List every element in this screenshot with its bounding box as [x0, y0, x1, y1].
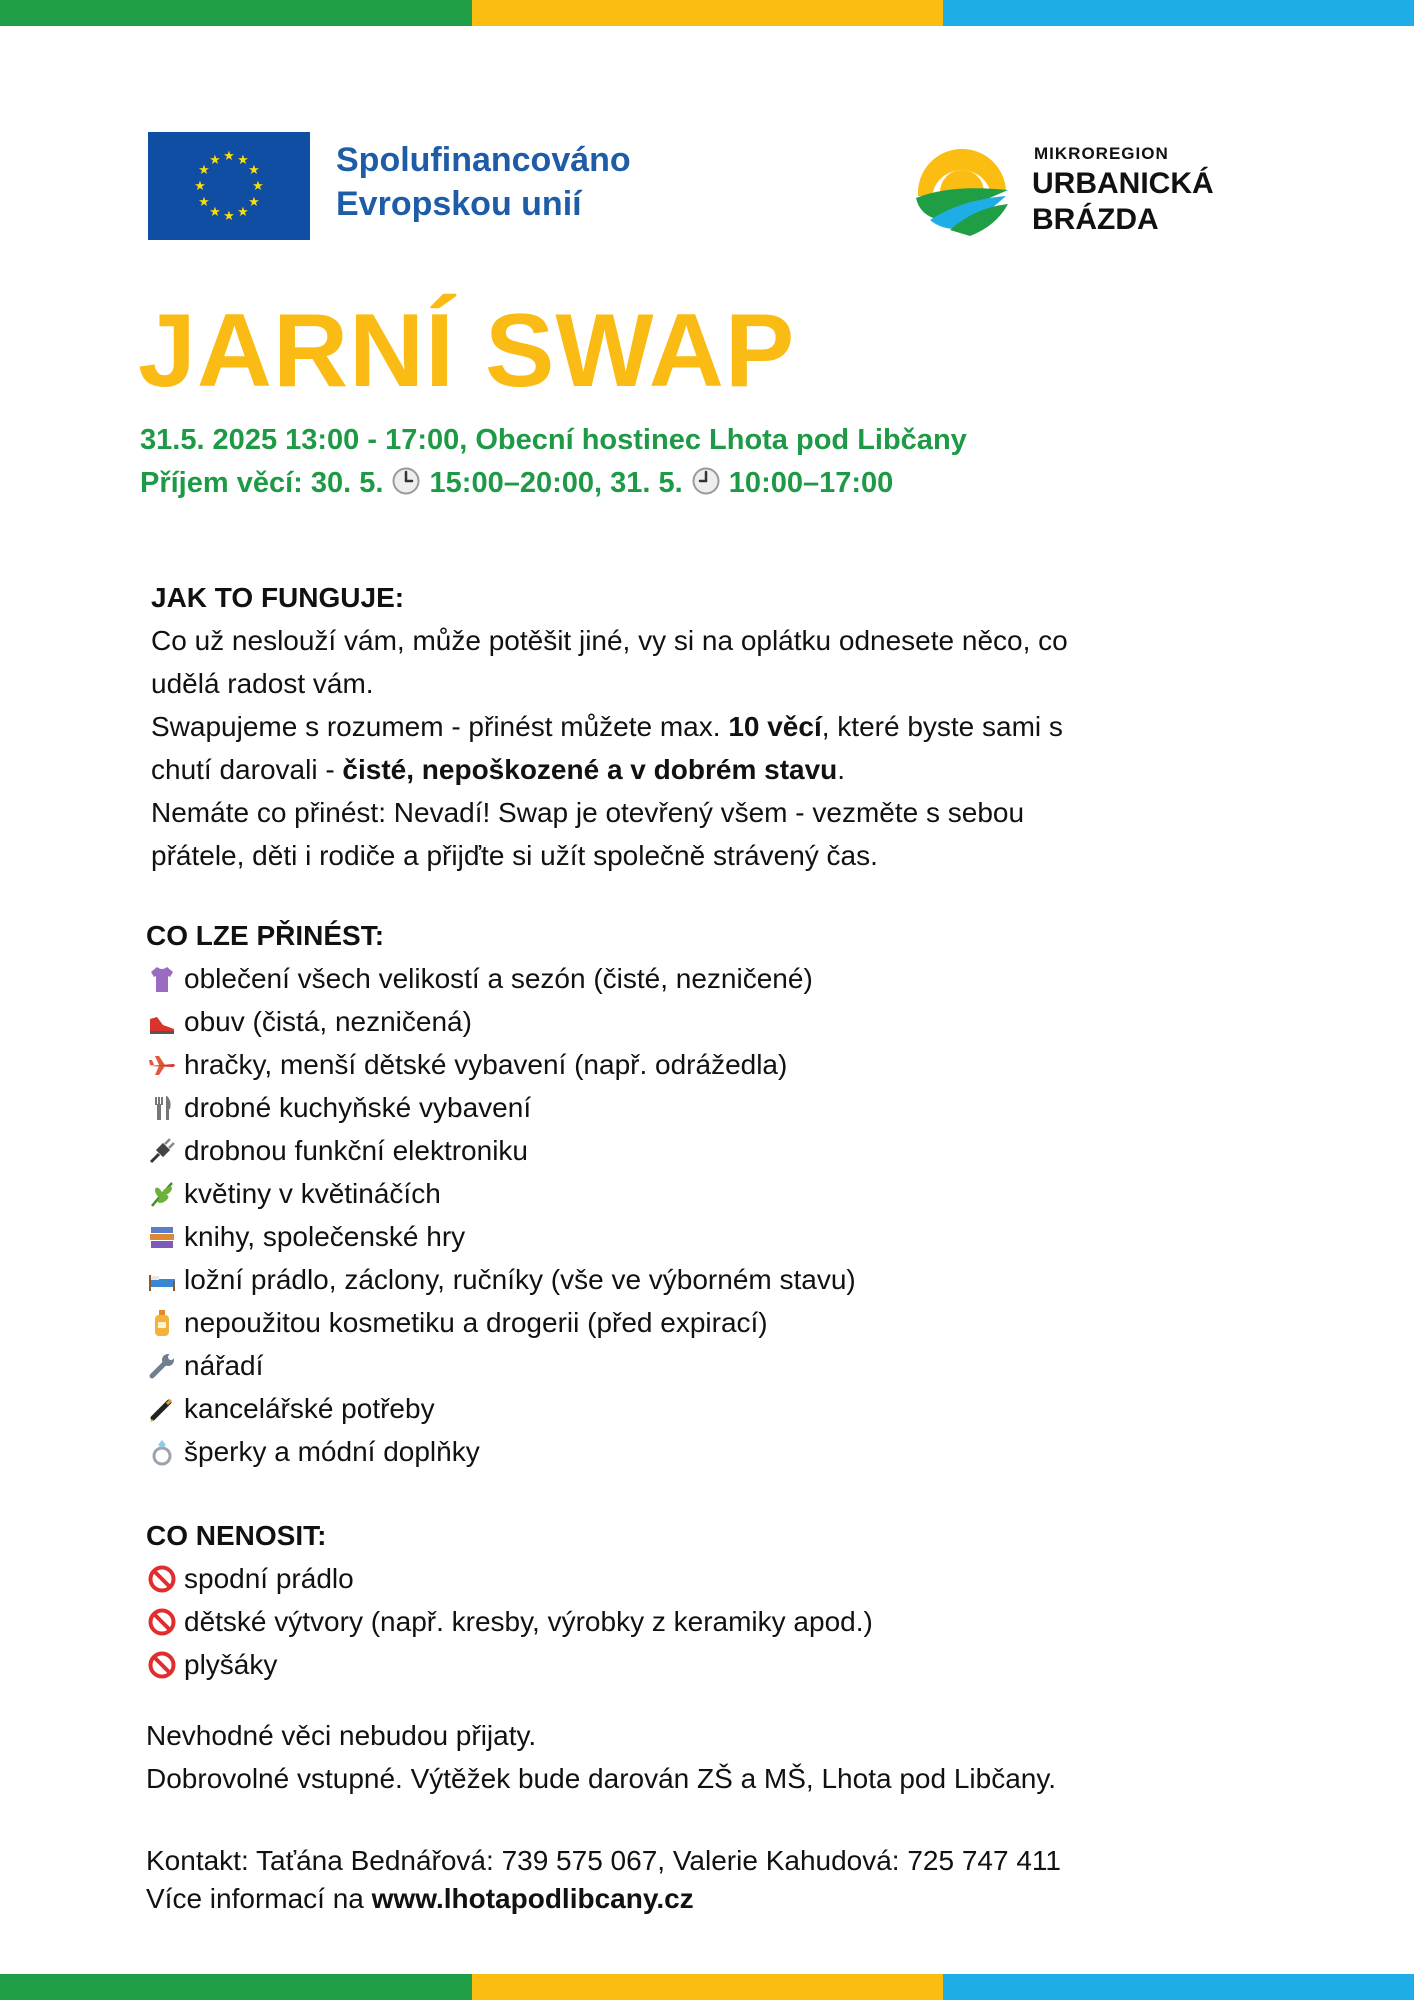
list-item [146, 1557, 1306, 1600]
toy-plane-icon [146, 1049, 178, 1081]
more-info-text: Více informací na [146, 1883, 372, 1914]
stripe-yellow [472, 0, 943, 26]
how-it-works-heading: JAK TO FUNGUJE: [151, 582, 405, 613]
what-to-bring-section [146, 914, 1306, 1473]
eu-text-line1: Spolufinancováno [336, 141, 631, 179]
top-color-stripe [0, 0, 1414, 26]
howto-p2-text: . [837, 754, 846, 785]
svg-text:★: ★ [209, 153, 221, 168]
pen-icon [146, 1393, 178, 1425]
microregion-small-label: MIKROREGION [1034, 144, 1169, 163]
list-item [146, 1387, 1306, 1430]
herb-icon [146, 1178, 178, 1210]
list-item-text: hračky, menší dětské vybavení (např. odrážedla) [184, 1049, 788, 1080]
stripe-blue [943, 1974, 1414, 2000]
intake-text-c: 10:00–17:00 [720, 467, 894, 499]
list-item [146, 1600, 1306, 1643]
howto-p3-line1: Nemáte co přinést: Nevadí! Swap je otevřený všem - vezměte s sebou [151, 797, 1025, 828]
list-item-text: plyšáky [184, 1649, 278, 1680]
clock-icon [391, 466, 421, 504]
shirt-icon [146, 963, 178, 995]
plug-icon [146, 1135, 178, 1167]
svg-text:★: ★ [237, 153, 249, 168]
ring-icon [146, 1436, 178, 1468]
notes-line2: Dobrovolné vstupné. Výtěžek bude darován ZŠ a MŠ, Lhota pod Libčany. [146, 1763, 1057, 1794]
event-intake-times [140, 466, 893, 504]
list-item-text: kancelářské potřeby [184, 1393, 435, 1424]
bed-icon [146, 1264, 178, 1296]
prohibited-icon [146, 1649, 178, 1681]
svg-text:★: ★ [198, 195, 210, 210]
page-title: JARNÍ SWAP [138, 293, 796, 409]
svg-text:★: ★ [248, 163, 260, 178]
shoe-icon [146, 1006, 178, 1038]
stripe-yellow [472, 1974, 943, 2000]
notes-line1: Nevhodné věci nebudou přijaty. [146, 1720, 537, 1751]
microregion-logo-icon [910, 138, 1014, 242]
list-item-text: květiny v květináčích [184, 1178, 441, 1209]
list-item [146, 1643, 1306, 1686]
list-item [146, 1086, 1306, 1129]
microregion-name-line2: BRÁZDA [1032, 203, 1159, 236]
list-item-text: spodní prádlo [184, 1563, 354, 1594]
list-item-text: obuv (čistá, nezničená) [184, 1006, 472, 1037]
svg-text:★: ★ [252, 179, 264, 194]
list-item [146, 1258, 1306, 1301]
notes-section [146, 1714, 1346, 1800]
stripe-green [0, 1974, 472, 2000]
svg-text:★: ★ [248, 195, 260, 210]
howto-p2-line1 [151, 705, 1291, 748]
list-item [146, 957, 1306, 1000]
howto-p2-text: chutí darovali - [151, 754, 343, 785]
list-item-text: nářadí [184, 1350, 264, 1381]
howto-p2-text: Swapujeme s rozumem - přinést můžete max. [151, 711, 729, 742]
eu-text-line2: Evropskou unií [336, 185, 582, 223]
howto-p1-line1: Co už neslouží vám, může potěšit jiné, vy si na oplátku odnesete něco, co [151, 625, 1068, 656]
contact-line: Kontakt: Taťána Bednářová: 739 575 067, Valerie Kahudová: 725 747 411 [146, 1845, 1061, 1876]
website-link[interactable]: www.lhotapodlibcany.cz [371, 1883, 694, 1914]
svg-text:★: ★ [223, 149, 235, 164]
what-to-bring-heading: CO LZE PŘINÉST: [146, 920, 385, 951]
svg-text:★: ★ [198, 163, 210, 178]
svg-text:★: ★ [194, 179, 206, 194]
list-item-text: drobnou funkční elektroniku [184, 1135, 528, 1166]
bottom-color-stripe [0, 1974, 1414, 2000]
wrench-icon [146, 1350, 178, 1382]
list-item-text: šperky a módní doplňky [184, 1436, 480, 1467]
prohibited-icon [146, 1606, 178, 1638]
list-item [146, 1301, 1306, 1344]
do-not-bring-heading: CO NENOSIT: [146, 1520, 327, 1551]
howto-p1-line2: udělá radost vám. [151, 668, 374, 699]
eu-flag-icon [148, 132, 310, 240]
lotion-bottle-icon [146, 1307, 178, 1339]
prohibited-icon [146, 1563, 178, 1595]
books-icon [146, 1221, 178, 1253]
svg-text:★: ★ [209, 205, 221, 220]
eu-cofinanced-label [336, 138, 631, 226]
list-item [146, 1043, 1306, 1086]
list-item [146, 1172, 1306, 1215]
how-it-works-section [151, 576, 1291, 877]
clock-icon [691, 466, 721, 504]
list-item-text: nepoužitou kosmetiku a drogerii (před expirací) [184, 1307, 768, 1338]
intake-text-b: 15:00–20:00, 31. 5. [421, 467, 691, 499]
list-item-text: ložní prádlo, záclony, ručníky (vše ve výborném stavu) [184, 1264, 856, 1295]
list-item [146, 1000, 1306, 1043]
intake-text-a: Příjem věcí: 30. 5. [140, 467, 392, 499]
howto-p2-condition: čisté, nepoškozené a v dobrém stavu [342, 754, 838, 785]
list-item-text: dětské výtvory (např. kresby, výrobky z keramiky apod.) [184, 1606, 873, 1637]
event-date-place: 31.5. 2025 13:00 - 17:00, Obecní hostinec Lhota pod Libčany [140, 424, 967, 456]
contact-section [146, 1842, 1346, 1918]
list-item [146, 1344, 1306, 1387]
svg-text:★: ★ [223, 209, 235, 224]
list-item [146, 1129, 1306, 1172]
howto-p2-max-items: 10 věcí [728, 711, 822, 742]
list-item-text: oblečení všech velikostí a sezón (čisté, nezničené) [184, 963, 813, 994]
list-item [146, 1430, 1306, 1473]
microregion-name-line1: URBANICKÁ [1032, 167, 1214, 200]
list-item-text: knihy, společenské hry [184, 1221, 466, 1252]
list-item [146, 1215, 1306, 1258]
do-not-bring-section [146, 1514, 1306, 1686]
stripe-blue [943, 0, 1414, 26]
svg-text:★: ★ [237, 205, 249, 220]
howto-p2-line2 [151, 748, 1291, 791]
microregion-name [1032, 166, 1214, 238]
stripe-green [0, 0, 472, 26]
list-item-text: drobné kuchyňské vybavení [184, 1092, 532, 1123]
fork-knife-icon [146, 1092, 178, 1124]
howto-p3-line2: přátele, děti i rodiče a přijďte si užít společně strávený čas. [151, 840, 878, 871]
more-info-line [146, 1880, 1346, 1918]
howto-p2-text: , které byste sami s [821, 711, 1063, 742]
